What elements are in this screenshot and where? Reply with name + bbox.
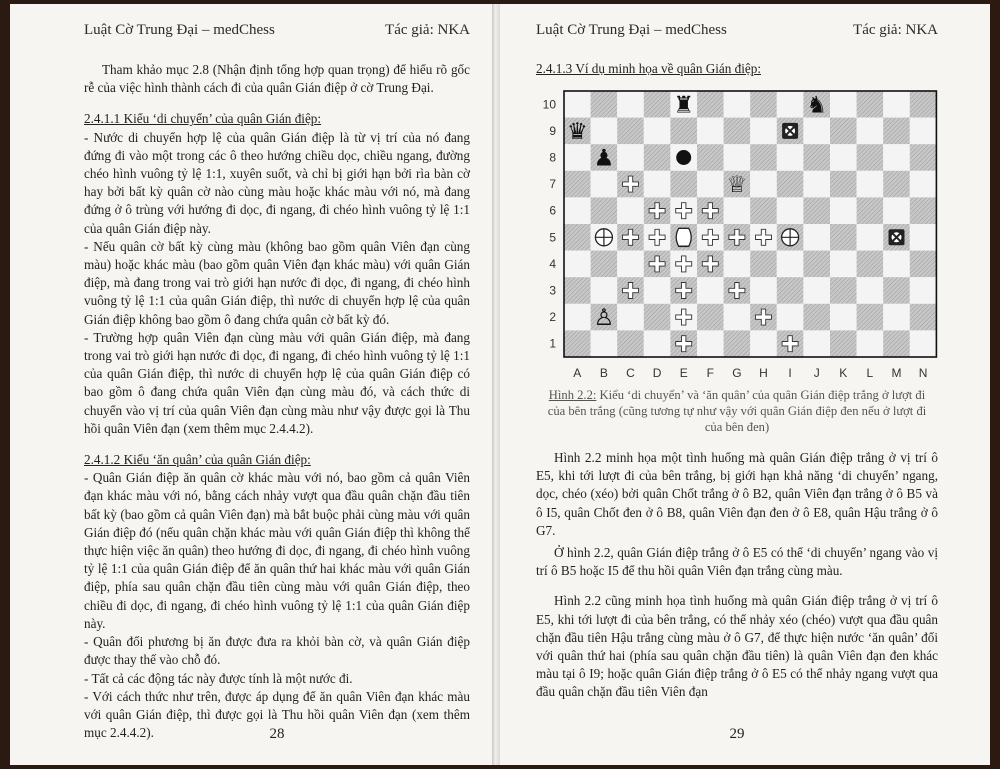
file-label: D [652,366,662,380]
board-square [803,171,830,198]
board-square [750,251,777,278]
move-rule-1: - Nước di chuyển hợp lệ của quân Gián điệp là từ vị trí của nó đang đứng đi vào một trong các ô theo hướng chiều dọc, chiều ngang, đường chéo hình vuông tỷ lệ 1:1, xuyên suốt, và chỉ bị giới hạn bởi rìa bàn cờ hay bởi bất kỳ quân cờ nào cùng màu hoặc khác màu với nó, mà đang đứng ở ô trùng với hướng đi dọc, đi ngang, đi chéo hình vuông tỷ lệ 1:1 của quân Gián điệp này. [84,129,470,236]
board-square [857,330,884,357]
file-label: K [839,366,848,380]
board-square [857,197,884,224]
figure-section-title: 2.4.1.3 Ví dụ minh họa về quân Gián điệp: [536,61,762,76]
board-square [644,171,671,198]
board-square [724,251,751,278]
board-square [564,304,591,331]
running-head-right [536,22,938,39]
board-square [750,171,777,198]
board-square [697,330,724,357]
file-label: B [599,366,608,380]
board-square [670,171,697,198]
board-square [803,144,830,171]
spy-white-icon [676,228,691,246]
board-square [857,91,884,118]
book-title: Luật Cờ Trung Đại – medChess [536,22,727,38]
queen-black-icon [567,119,588,145]
board-square [617,118,644,145]
pawn-white-icon [594,305,615,331]
file-label: M [891,366,902,380]
file-label: H [759,366,768,380]
board-square [910,171,937,198]
board-square [857,171,884,198]
file-label: N [918,366,928,380]
board-square [644,330,671,357]
book-spine [492,4,500,765]
capture-rule-4: - Với cách thức như trên, được áp dụng để ăn quân Viên đạn khác màu với quân Gián điệp, thì được gọi là Thu hồi quân Viên đạn (xem thêm mục 2.4.4.2). [84,688,470,741]
explanation-paragraph-1: Hình 2.2 minh họa một tình huống mà quân Gián điệp trắng ở vị trí ô E5, khi tới lượt đi của bên trắng, bị giới hạn khả năng ‘di chuyển’ ngang, dọc, chéo (xéo) bởi quân Chốt trắng ở ô B2, quân Viên đạn trắng ở ô B5 và ô I5, quân Chốt đen ở ô B8, quân Viên đạn đen ở ô E8, quân Hậu trắng ở ô G7. [536,450,938,538]
svg-text:♕: ♕ [726,172,748,199]
rank-label: 1 [549,336,556,351]
capture-rule-2: - Quân đối phương bị ăn được đưa ra khỏi bàn cờ, và quân Gián điệp được thay thế vào chỗ đó. [84,634,470,668]
rank-label: 6 [549,203,556,218]
chess-board [536,87,956,383]
board-square [910,224,937,251]
board-square [644,118,671,145]
board-square [803,330,830,357]
board-square [564,171,591,198]
board-square [644,304,671,331]
board-square [750,330,777,357]
board-square [617,251,644,278]
board-square [591,197,618,224]
board-square [803,277,830,304]
board-square [750,118,777,145]
board-square [564,197,591,224]
section-title-move: 2.4.1.1 Kiểu ‘di chuyển’ của quân Gián điệp: [84,111,322,127]
rank-label: 5 [549,230,556,245]
board-square [724,91,751,118]
board-square [591,251,618,278]
board-square [697,277,724,304]
page-number-right: 29 [729,726,745,742]
caption-text: Kiểu ‘di chuyển’ và ‘ăn quân’ của quân Gián điệp trắng ở lượt đi của bên trắng (cũng tương tự như vậy với quân Gián điệp đen nếu ở lượt đi của bên đen) [547,388,927,434]
section-title-capture: 2.4.1.2 Kiểu ‘ăn quân’ của quân Gián điệp: [84,452,311,468]
file-label: I [788,366,792,380]
board-square [724,330,751,357]
svg-text:♛: ♛ [566,118,588,145]
board-square [724,144,751,171]
board-square [564,251,591,278]
board-square [910,118,937,145]
board-square [777,91,804,118]
intro-paragraph: Tham khảo mục 2.8 (Nhận định tổng hợp quan trọng) để hiểu rõ gốc rễ của việc hình thành cách đi của quân Gián điệp ở cờ Trung Đại. [84,62,470,96]
board-square [564,330,591,357]
capture-rule-1: - Quân Gián điệp ăn quân cờ khác màu với nó, bao gồm cả quân Viên đạn khác màu với nó, bằng cách nhảy vượt qua đầu quân chặn đầu tiên bất kỳ (bao gồm cả quân Viên đạn) mà bắt buộc phải cùng màu với quân Gián điệp đó (nếu quân chặn khác màu với quân Gián điệp thì không thể thực hiện việc ăn quân) theo hướng đi dọc, đi ngang, đi chéo hình vuông tỷ lệ 1:1 của quân Gián điệp để ăn quân thứ hai khác màu với quân Gián điệp, phía sau quân chặn đầu tiên cùng màu với quân Gián điệp, theo chiều đi dọc, đi ngang, đi chéo hình vuông tỷ lệ 1:1 của quân Gián điệp này. [84,470,470,631]
board-square [857,304,884,331]
board-square [644,91,671,118]
board-square [777,197,804,224]
author: Tác giả: NKA [853,22,938,38]
board-square [803,224,830,251]
board-square [857,144,884,171]
board-square [724,304,751,331]
board-square [857,118,884,145]
board-square [697,144,724,171]
left-page [10,4,492,765]
board-square [830,91,857,118]
book-title: Luật Cờ Trung Đại – medChess [84,22,275,38]
board-square [910,304,937,331]
board-square [777,144,804,171]
board-square [857,251,884,278]
bullet-black-icon [782,123,798,139]
file-label: F [706,366,714,380]
board-square [803,304,830,331]
board-square [617,144,644,171]
board-square [617,304,644,331]
pawn-black-icon [594,146,615,172]
file-label: C [626,366,635,380]
board-square [803,118,830,145]
board-square [724,197,751,224]
board-square [883,304,910,331]
page-number-left: 28 [269,726,285,742]
board-square [750,91,777,118]
rank-label: 8 [549,150,556,165]
board-square [697,171,724,198]
board-square [883,197,910,224]
board-square [910,277,937,304]
board-square [883,144,910,171]
board-square [803,197,830,224]
board-square [697,91,724,118]
board-square [830,330,857,357]
svg-text:♞: ♞ [806,92,828,119]
board-square [697,118,724,145]
board-square [830,304,857,331]
board-square [910,197,937,224]
board-square [777,304,804,331]
file-label: E [679,366,688,380]
rank-label: 7 [549,177,556,192]
board-square [883,171,910,198]
board-square [591,91,618,118]
board-square [830,118,857,145]
rank-label: 2 [549,310,556,325]
rook-black-icon [673,92,694,118]
board-square [564,144,591,171]
board-square [830,277,857,304]
board-square [750,144,777,171]
board-square [750,197,777,224]
rank-label: 9 [549,123,556,138]
capture-rule-3: - Tất cả các động tác này được tính là một nước đi. [84,670,353,686]
bullet-black-icon [889,229,905,245]
move-rule-3: - Trường hợp quân Viên đạn cùng màu với quân Gián điệp, mà đang trong vai trò giới hạn nước đi dọc, đi ngang, đi chéo hình vuông tỷ lệ 1:1 của quân Gián điệp, thì nước di chuyển hợp lệ của quân Gián điệp có bao gồm ô đang chứa quân Viên đạn cùng màu đó, và cách thức di chuyển vào vị trí của quân Viên đạn cùng màu như vậy được gọi là Thu hồi quân Viên đạn (xem thêm mục 2.4.4.2). [84,329,470,436]
board-square [564,91,591,118]
bullet-white-icon [782,229,799,246]
board-square [910,330,937,357]
svg-text:♙: ♙ [593,305,615,332]
file-label: A [573,366,582,380]
board-square [777,171,804,198]
board-square [910,251,937,278]
chess-diagram [536,87,956,383]
board-square [830,197,857,224]
board-square [670,118,697,145]
board-square [883,277,910,304]
explanation-paragraph-2: Ở hình 2.2, quân Gián điệp trắng ở ô E5 có thể ‘di chuyển’ ngang vào vị trí ô B5 hoặc I5 để thu hồi quân Viên đạn trắng cùng màu. [536,545,938,579]
board-square [564,277,591,304]
board-square [591,118,618,145]
file-label: G [732,366,742,380]
author: Tác giả: NKA [385,22,470,38]
board-square [591,277,618,304]
bullet-white-icon [595,229,612,246]
board-square [750,277,777,304]
board-square [830,171,857,198]
board-square [617,197,644,224]
right-page [500,4,990,765]
svg-text:♟: ♟ [593,145,615,172]
right-body [536,449,938,702]
rank-label: 3 [549,283,556,298]
board-square [910,144,937,171]
rank-label: 10 [542,97,556,112]
board-square [697,304,724,331]
knight-black-icon [806,92,827,118]
board-square [777,277,804,304]
board-square [617,330,644,357]
move-rule-2: - Nếu quân cờ bất kỳ cùng màu (không bao gồm quân Viên đạn cùng màu) hoặc khác màu (bao gồm quân Viên đạn khác màu) với quân Gián điệp, mà đang trong vai trò giới hạn nước đi dọc, đi ngang, đi chéo hình vuông tỷ lệ 1:1 của quân Gián điệp, thì nước di chuyển hợp lệ của quân Gián điệp không bao gồm ô đang chứa quân cờ bất kỳ đó. [84,238,470,327]
caption-label: Hình 2.2: [548,388,597,402]
running-head-left [84,22,470,39]
board-square [830,144,857,171]
figure-caption [542,387,932,435]
board-square [857,224,884,251]
board-square [910,91,937,118]
board-square [857,277,884,304]
bullet-round-black-icon [676,150,691,165]
file-label: J [813,366,820,380]
board-square [830,251,857,278]
file-label: L [866,366,874,380]
board-square [883,330,910,357]
board-square [803,251,830,278]
board-square [564,224,591,251]
board-square [830,224,857,251]
board-square [617,91,644,118]
board-square [644,144,671,171]
board-square [591,171,618,198]
board-square [724,118,751,145]
board-square [883,91,910,118]
board-square [591,330,618,357]
svg-text:♜: ♜ [673,92,695,119]
queen-white-icon [727,172,748,198]
board-square [777,251,804,278]
board-square [883,118,910,145]
rank-label: 4 [549,256,556,271]
explanation-paragraph-3: Hình 2.2 cũng minh họa tình huống mà quân Gián điệp trắng ở vị trí ô E5, khi tới lượt đi của bên trắng, có thể nhảy xéo (chéo) vượt qua đầu quân chặn đầu tiên Hậu trắng cùng màu ở ô G7, để thực hiện nước ‘ăn quân’ đối với quân thứ hai (phía sau quân chặn đầu tiên) là quân Viên đạn đen khác màu tại ô I9; hoặc quân Gián điệp trắng ở ô E5 có thể nhảy ngang vượt qua đầu quân chặn đầu tiên Viên đạn [536,593,938,700]
board-square [644,277,671,304]
board-square [883,251,910,278]
